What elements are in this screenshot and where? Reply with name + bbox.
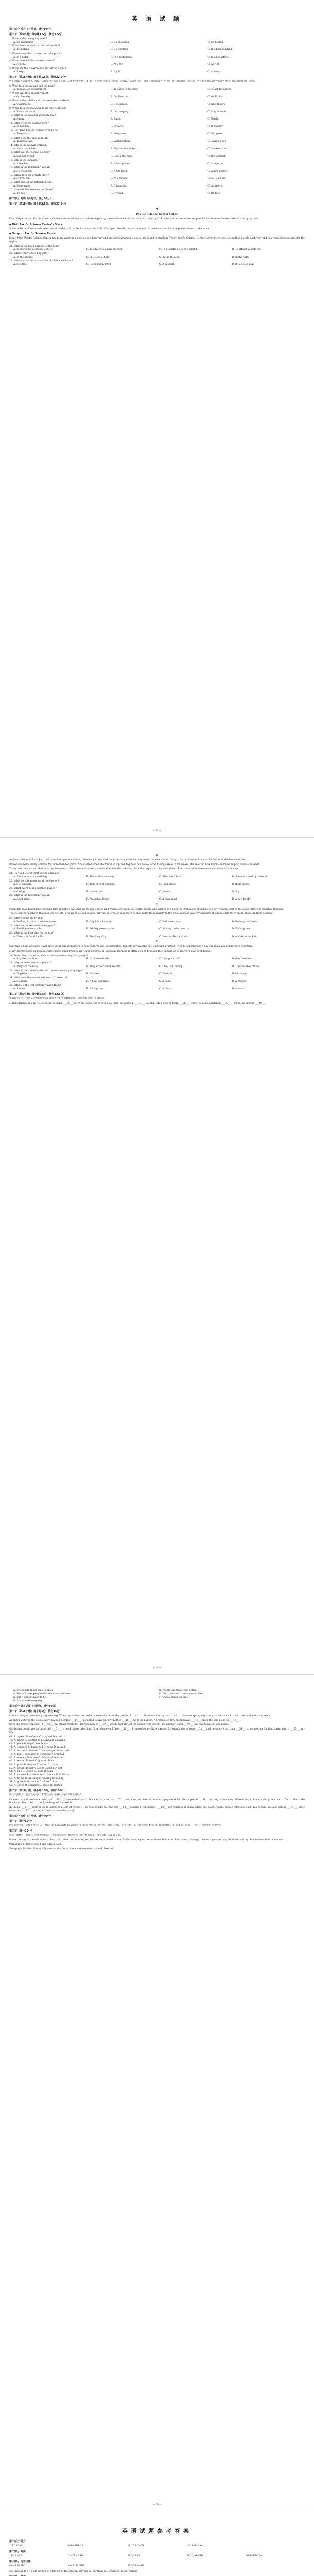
section-heading: 第一节（共15小题；每小题1分，满分15分） (9, 1709, 62, 1713)
question-stem: 51. A. rule B. lesson C. story D. plan (9, 1770, 53, 1773)
paragraph: Bowen has been saving animals for more than ten years. She started when she found an injured dog near her house. After taking care of it for weeks, she realized how much she loved helping animals in need. (9, 863, 260, 866)
option-choice: A. Call her friend. (13, 155, 35, 158)
section-heading: ◆ Visit Pacific Science Center's Store (9, 223, 63, 226)
page-number: — 1 — (152, 829, 162, 832)
paragraph: Paragraph 2: When Tom finally crossed the finish line, everyone stood up and cheered. (9, 1848, 114, 1851)
option-choice: A. A novel. (13, 988, 26, 991)
answer-key-item (186, 2565, 246, 2568)
answer-key-row (9, 2555, 305, 2558)
option-choice: C. It's disappointing. (207, 48, 233, 52)
question-stem: 14. Why is the woman worried? (9, 144, 47, 147)
option-choice: A. Sunny. (13, 118, 25, 121)
question-stem: 30. What is the best title for the text? (9, 931, 55, 935)
answer-options (9, 1689, 305, 1703)
answer-key-item: 46-50 BCABB (68, 2565, 85, 2568)
option-choice: B. Positive. (86, 973, 100, 976)
paragraph: The researchers believe that modern city life, with its noise and crowds, may be one reason why more people suffer from anxiety today. They suggest that city planners should include more green spaces in their designs. (9, 912, 273, 916)
answer-options (9, 973, 305, 976)
answer-options (9, 928, 305, 931)
page (0, 837, 314, 1674)
option-choice: A. Two years. (13, 132, 30, 135)
paragraph: 56. thousands 57. a 58. drink 59. while 60. is thought 61. serving 62. carefully 63. which 64. to 65. making (9, 2570, 138, 2573)
section-heading: 第一部分 听力（共两节，满分30分） (9, 28, 53, 31)
option-choice: A. A teacher. (13, 162, 29, 165)
question-stem: 46. A. fell B. appeared C. escaped D. dropped (9, 1753, 64, 1756)
section-heading: 第二部分 阅读（共两节，满分50分） (9, 197, 53, 200)
option-choice: A. In the library. (13, 256, 33, 259)
option-choice: A. At 6:30. (13, 63, 26, 66)
paragraph: Paragraph 1: Tom stopped and turned back. (9, 1843, 62, 1846)
option-choice: B. A magazine. (86, 988, 104, 991)
option-choice: C. Go fishing. (207, 41, 224, 44)
paragraph: Don't forget to visit Pacific Science Center's stores while you are here to pick up a remembrance of your visit or to buy a gift. Proceeds from our stores support Pacific Science Center's exhibits and programs. (9, 217, 259, 221)
passage-title: Pacific Science Center Guide (136, 212, 178, 216)
option-choice: A. Visit a museum. (13, 110, 36, 113)
option-choice: A. Negative. (13, 973, 28, 976)
page-number: — 2 — (152, 1666, 162, 1669)
option-choice: D. A Walk in the Rain (232, 935, 258, 938)
option-choice: D. They dislike culture. (232, 965, 260, 968)
option-choice: B. A raincoat. (110, 184, 127, 188)
section-heading: 第四部分 写作（共两节，满分40分） (9, 1815, 53, 1818)
option-choice: B. The Busy City (86, 935, 107, 938)
answer-options (9, 148, 305, 151)
answer-options (9, 133, 305, 137)
option-choice: C. Living abroad. (159, 958, 180, 961)
page (0, 1674, 314, 2512)
option-choice: B. People like those who listen. (159, 1689, 197, 1692)
option-choice: B. In Science Store. (86, 256, 110, 259)
option-choice: D. In the cafe. (232, 256, 249, 259)
question-stem: 7. When will they probably meet? (9, 92, 50, 95)
answer-options (9, 965, 305, 969)
question-stem: 29. What do the researchers suggest? (9, 924, 55, 927)
option-choice: D. A chance. (232, 980, 247, 983)
option-choice: B. An animal lover. (86, 898, 109, 901)
section-heading: 第二节（共5小题；每小题2.5分，满分12.5分） (9, 992, 66, 996)
option-choice: B. Check the map. (110, 155, 133, 158)
answer-key-item: 16-20 BACAA (186, 2545, 203, 2547)
option-choice: D. Walking less. (232, 928, 251, 931)
option-choice: B. A job. (110, 71, 121, 74)
option-choice: D. It is closed now. (232, 263, 255, 266)
question-stem: 53. A. trying B. sleeping C. waiting D. talking (9, 1777, 64, 1780)
answer-key-item: 6-10 ABBCA (68, 2545, 83, 2547)
option-choice: C. A party. (207, 71, 220, 74)
answer-options (9, 56, 305, 60)
question-stem: 33. What is the author's attitude towards learning languages? (9, 969, 84, 972)
option-choice: C. Ten years. (207, 132, 223, 135)
question-stem: 19. What should the listeners bring? (9, 181, 53, 184)
option-choice: B. In Paris. (110, 125, 124, 128)
option-choice: B. It's exciting. (110, 48, 129, 52)
option-choice: B. A city park. (110, 170, 128, 173)
option-choice: A. Caring. (13, 890, 26, 893)
option-choice: C. Moving to the country. (159, 928, 189, 931)
answer-options (9, 103, 305, 107)
answer-options (9, 256, 305, 260)
option-choice: C. Buy a ticket. (207, 155, 226, 158)
option-choice: B. Go camping. (110, 110, 129, 113)
option-choice: B. Go shopping. (110, 41, 130, 44)
option-choice: C. In a bookstore. (207, 56, 229, 59)
option-choice: D. To attract volunteers. (232, 248, 261, 251)
option-choice: C. Parks are noisy. (159, 920, 181, 923)
answer-options (9, 898, 305, 902)
option-choice: C. To describe a science exhibit. (159, 248, 198, 251)
option-choice: C. To ask for advice. (207, 88, 232, 91)
option-choice: C. She read a book. (159, 875, 183, 878)
option-choice: B. In a restaurant. (110, 56, 133, 59)
section-heading: 第三部分 语言运用（共两节，满分30分） (9, 1704, 58, 1708)
option-choice: C. At 7:30. (207, 63, 220, 66)
option-choice: A. They are too busy. (13, 965, 39, 968)
paragraph: Gardening taught me an important ___51___ : good things take time. Now, whenever I face ___52___ , I remember my little garden. It reminds me to keep ___53___ and never give up. I am ___54___ to my mother for that spring day. It ___55___ my life. (9, 1727, 305, 1734)
question-stem: 11. Where was the woman born? (9, 122, 49, 125)
option-choice: E. But it doesn't have to be. (13, 1696, 47, 1699)
paragraph: At first, I watered the seeds every day, but nothing ___44___ . I wanted to give up. My mother ___45___ me to be patient. A week later, tiny green leaves ___46___ from the soil. I was so ___47___ . (9, 1719, 241, 1722)
option-choice: B. Rainy. (110, 118, 121, 121)
answer-options (9, 980, 305, 984)
question-stem: 26. Which word best describes Bowen? (9, 887, 57, 890)
answer-key-item: 31-35 ABBBB (186, 2554, 203, 2557)
option-choice: B. A tour guide. (110, 162, 130, 165)
option-choice: B. She worked at a zoo. (86, 875, 115, 878)
option-choice: A. It is free. (13, 263, 28, 266)
paragraph: It was the day of the school race. Tom had trained for months, and he was determined to win. As the race began, he ran faster than ever. But halfway through, he saw a younger boy fall down and cry. Tom hesitated for a moment... (9, 1838, 286, 1841)
option-choice: C. On Friday. (207, 95, 223, 98)
option-choice: A. She found an injured dog. (13, 875, 48, 878)
option-choice: B. Colleagues. (110, 103, 128, 106)
answer-options (9, 185, 305, 189)
answer-key-item (246, 2565, 305, 2568)
page (0, 0, 314, 837)
answer-options (9, 41, 305, 45)
question-stem: 6. Why does the woman call the man? (9, 84, 55, 88)
question-stem: 22. Where can visitors buy gifts? (9, 252, 49, 256)
answer-key-item: 24-27 ABAB (68, 2554, 83, 2557)
section-heading: 第三部分 语言运用 (9, 2560, 31, 2564)
option-choice: A. Classmates. (13, 103, 31, 106)
question-stem: 50. A. bought B. harvested C. cooked D. lost (9, 1767, 62, 1770)
answer-options (9, 263, 305, 267)
question-stem: 16. Who is the speaker? (9, 159, 38, 162)
option-choice: B. It opened in 1962. (86, 263, 112, 266)
question-stem: 4. What time will the speakers meet? (9, 60, 54, 63)
paragraph: Today, she runs a small shelter in her hometown. Volunteers come every weekend to feed the animals, clean the cages and play with them. "Every animal deserves a second chance," she says. (9, 868, 239, 871)
question-stem: 34. What does the underlined word "it" refer to? (9, 976, 67, 979)
option-choice: A. Go swimming. (13, 41, 34, 44)
option-choice: D. Uncaring. (232, 973, 248, 976)
option-choice: B. Take care of animals. (86, 883, 115, 886)
question-stem: 41. A. agreed B. refused C. laughed D. cried (9, 1736, 62, 1739)
option-choice: B. Humorous. (86, 890, 103, 893)
answer-options (9, 96, 305, 99)
option-choice: D. She was asked by a friend. (232, 875, 268, 878)
option-choice: C. She feels sick. (207, 147, 228, 150)
paragraph: Chinese tea culture has a history of ___56___ (thousand) of years. Tea was first used as ___57___ medicine, and later it became a popular drink. Today, people ___58___ (drink) tea in many different ways. Some prefer green tea, ___59___ others like black tea. Tea ___60___ (think) to be good for health. (9, 1798, 305, 1805)
answer-options (9, 155, 305, 159)
question-stem: 13. What does the man suggest? (9, 137, 48, 140)
paragraph: Many learners give up because they expect quick results. However, progress in language learning is often slow at first and then speeds up as learners gain confidence. (9, 950, 211, 953)
option-choice: C. Neighbours. (207, 103, 226, 106)
option-choice: B. She lost her ticket. (110, 147, 137, 150)
answer-key-item: 11-15 ACACB (127, 2545, 144, 2547)
option-choice: A. On Monday. (13, 95, 31, 98)
question-stem: 10. What is the weather probably like? (9, 114, 56, 117)
option-choice: C. Stay at home. (207, 110, 228, 113)
answer-key-item: 41-45 BAABC (9, 2565, 26, 2568)
answer-key-item: 36-40 EDCBA (246, 2554, 263, 2557)
question-stem: 27. What is the text mainly about? (9, 894, 50, 897)
page-number: — 3 — (152, 2503, 162, 2506)
answer-key-item (246, 2545, 305, 2548)
paragraph: Over the next few months, I ___48___ my plants carefully. I learned how to ___49___ weeds and protect the plants from insects. By summer, I had ___50___ my own tomatoes and beans. (9, 1723, 230, 1726)
option-choice: C. Honest. (159, 890, 172, 893)
option-choice: C. In Sydney. (207, 125, 223, 128)
page (0, 2512, 314, 2576)
option-choice: B. City life is healthy. (86, 920, 112, 923)
question-stem: 18. When does the activity start? (9, 174, 49, 177)
option-choice: G. Study hard every day. (13, 1700, 43, 1703)
option-choice: D. Shy. (232, 890, 240, 893)
option-choice: A. A pet store. (13, 898, 31, 901)
passage-title: C (156, 903, 158, 906)
answer-options (9, 88, 305, 92)
option-choice: C. Taking a bus. (207, 140, 227, 143)
option-choice: B. At 9:00 am. (110, 177, 128, 180)
option-choice: B. Five years. (110, 132, 127, 135)
option-choice: D. A menu. (232, 988, 246, 991)
answer-options (9, 48, 305, 52)
option-choice: C. Windy. (207, 118, 219, 121)
option-choice: C. How the Brain Works (159, 935, 188, 938)
paragraph: Science Store offers a wide selection of products, from books to toys, for kids of all ages. Stop by on your way out of the center and find the perfect item to take home. (9, 227, 210, 230)
paragraph: 根据短文内容，从短文后的选项中选出能填入空白处的最佳选项。选项中有两项为多余选项。 (9, 997, 107, 1000)
option-choice: A. Walking in nature reduces stress. (13, 920, 57, 923)
option-choice: A. By bus. (13, 192, 26, 195)
option-choice: C. Doubtful. (159, 973, 174, 976)
option-choice: B. To cancel a meeting. (110, 88, 139, 91)
option-choice: C. A new library. (207, 170, 228, 173)
question-stem: 52. A. success B. difficulties C. friends D. holidays (9, 1774, 69, 1777)
answer-key-item: 28-30 ABA (127, 2554, 141, 2557)
paragraph: As Jenny Bowen talks to Joy, the kitten, her eyes are shining. She has just rescued the little animal from a busy road, and now she is trying to find it a home. It is not the first time she has done this. (9, 859, 246, 861)
answer-options (9, 891, 305, 894)
section-heading: 第二节（共10小题；每小题1.5分，满分15分） (9, 1789, 65, 1792)
question-stem: 44. A. changed B. happened C. grew D. moved (9, 1746, 65, 1749)
option-choice: C. Train dogs. (159, 883, 176, 886)
answer-options (9, 125, 305, 129)
answer-options (9, 63, 305, 67)
answer-key-item: 51-55 BBAAB (127, 2565, 144, 2568)
option-choice: B. A new language. (86, 980, 110, 983)
option-choice: A. A trip. (13, 71, 24, 74)
paragraph: 阅读下面短文，在空白处填入1个适当的单词或括号内单词的正确形式。 (9, 1793, 84, 1797)
document-title: 英 语 试 题 (132, 15, 182, 22)
answer-options (9, 876, 305, 879)
question-stem: 15. What will the woman do next? (9, 151, 50, 155)
answer-options (9, 248, 305, 252)
section-heading: ◆ Support Pacific Science Center (9, 232, 57, 236)
option-choice: C. A reporter. (207, 162, 224, 165)
question-stem: 2. What does the woman think of the film? (9, 45, 60, 48)
option-choice: A. A school trip. (13, 170, 33, 173)
answer-options (9, 177, 305, 181)
option-choice: B. Adding green spaces. (86, 928, 115, 931)
section-heading: 第一节（满分15分） (9, 1820, 33, 1823)
answer-key-item: 1-5 CBBAC (9, 2545, 23, 2547)
passage-title: D (155, 940, 159, 944)
question-stem: 8. What is the relationship between the speakers? (9, 99, 69, 103)
answer-options (9, 170, 305, 174)
option-choice: A. She may be late. (13, 147, 37, 150)
question-stem: 55. A. ended B. changed C. saved D. started (9, 1784, 62, 1787)
answer-options (9, 192, 305, 196)
answer-key-item: 21-23 ABB (9, 2554, 22, 2557)
option-choice: B. To advertise a new product. (86, 248, 123, 251)
passage-title: A (156, 207, 158, 211)
question-stem: 17. What is the talk mainly about? (9, 166, 50, 170)
question-stem: 23. What can we learn about Pacific Science Center? (9, 260, 73, 263)
option-choice: D. A new hobby. (232, 898, 251, 901)
option-choice: C. It is small. (159, 263, 175, 266)
option-choice: B. Walking there. (110, 140, 131, 143)
answer-key-row (9, 2565, 305, 2568)
option-choice: A. Regular practice. (13, 958, 38, 961)
paragraph: I never thought I would enjoy gardening. When my mother first asked me to help her in the garden, I ___41___ . It seemed boring and ___42___ . But one spring day, she gave me a small ___43___ of land and some seeds. (9, 1714, 271, 1717)
section-heading: 第一部分 听力 (9, 2540, 26, 2543)
option-choice: D. Brains grow faster. (232, 920, 258, 923)
option-choice: A. In a hotel. (13, 56, 29, 59)
paragraph: 阅读下面材料，根据其内容和所给段落开头语续写两段，使之构成一篇完整的短文。续写词数应为150左右。 (9, 1834, 123, 1837)
option-choice: A. In London. (13, 125, 30, 128)
question-stem: 42. A. tiring B. exciting C. relaxing D. amazing (9, 1739, 65, 1742)
section-heading: 第一节（共5小题；每小题1.5分，满分7.5分） (9, 33, 64, 36)
option-choice: D. Good teachers. (232, 958, 254, 961)
question-stem: 43. A. piece B. bag C. box D. map (9, 1742, 49, 1745)
question-stem: 12. How long has the woman lived here? (9, 129, 58, 132)
option-choice: A. Nature Is Good for Us (13, 935, 43, 938)
answer-options (9, 921, 305, 924)
option-choice: D. Don't pretend to be someone else. (159, 1692, 204, 1696)
option-choice: F. Always arrive on time. (159, 1696, 189, 1699)
option-choice: C. On foot. (207, 192, 221, 195)
answer-options (9, 163, 305, 166)
option-choice: A. To introduce a science center. (13, 248, 53, 251)
option-choice: A. It's boring. (13, 48, 30, 52)
question-stem: 9. What does the man plan to do this weekend? (9, 107, 66, 110)
option-choice: D. Build cages. (232, 883, 250, 886)
question-stem: 31. According to experts, what is the key to learning a language? (9, 954, 88, 957)
question-stem: 21. What is the main purpose of the text? (9, 245, 59, 248)
section-heading: 第二部分 阅读 (9, 2550, 26, 2553)
question-stem: 47. A. nervous B. bored C. delighted D. tired (9, 1756, 63, 1759)
answer-key-row (9, 2545, 305, 2548)
answer-options (9, 936, 305, 939)
option-choice: A. A culture. (13, 980, 29, 983)
option-choice: A. To make an appointment. (13, 88, 47, 91)
option-choice: A. Building more roads. (13, 928, 42, 931)
question-stem: 45. A. forced B. allowed C. encouraged D. warned (9, 1750, 69, 1753)
option-choice: B. They expect quick results. (86, 965, 121, 968)
option-choice: C. At 10:00 am. (207, 177, 226, 180)
option-choice: B. At 7:00. (110, 63, 124, 66)
option-choice: B. On Tuesday. (110, 95, 129, 98)
option-choice: B. By train. (110, 192, 125, 195)
section-heading: 第二节（共15小题；每小题1.5分，满分22.5分） (9, 76, 68, 79)
option-choice: C. You will meet people with the same interests. (13, 1692, 72, 1696)
section-heading: 第一节（共15小题；每小题2.5分，满分37.5分） (9, 202, 68, 206)
question-stem: 49. A. plant B. remove C. water D. count (9, 1763, 58, 1766)
paragraph: Since 1962, Pacific Science Center has been inspiring a passion for discovery and lifelong learning in science, math and technology. Today, Pacific Science Center serves more than one million people each year and is a respected resource for the region. (9, 237, 305, 243)
paragraph: 听下面5段对话或独白。每段对话或独白后有几个小题，从题中所给的A、B、C三个选项中选出最佳选项。听每段对话或独白前，你将有时间阅读各个小题，每小题5秒钟；听完后，各小题将给出5秒钟的作答时间。每段对话或独白读两遍。 (9, 80, 258, 83)
option-choice: C. A busy road. (159, 898, 178, 901)
option-choice: B. Expensive books. (86, 958, 111, 961)
answer-options (9, 988, 305, 991)
option-choice: A. Some water. (13, 184, 32, 188)
option-choice: C. In the theater. (159, 256, 180, 259)
question-stem: 1. What is the man going to do? (9, 38, 48, 40)
option-choice: A. Friendship takes time to grow. (13, 1689, 54, 1692)
answer-options (9, 118, 305, 122)
document-title: 英语试题参考答案 (122, 2528, 192, 2534)
option-choice: C. A diary. (159, 988, 171, 991)
option-choice: C. A door. (159, 980, 171, 983)
passage-title: B (155, 854, 159, 857)
question-stem: 54. A. grateful B. similar C. close D. kind (9, 1781, 59, 1784)
paragraph: In China, ___61___ (serve) tea to guests is a sign of respect. The host usually fills the cup ___62___ (careful). Tea houses, ___63___ are common in many cities, are places where people relax and chat. Tea culture has also spread ___64___ other countries, ___65___ (make) it known around the world. (9, 1806, 305, 1812)
question-stem: 5. What are the speakers mainly talking about? (9, 67, 66, 70)
answer-options (9, 111, 305, 114)
answer-options (9, 958, 305, 961)
option-choice: A. Sell animals. (13, 883, 32, 886)
answer-options (9, 71, 305, 74)
option-choice: A. Taking a taxi. (13, 140, 33, 143)
section-heading: 第二节（满分25分） (9, 1829, 33, 1833)
option-choice: C. They lack money. (159, 965, 183, 968)
paragraph: 假定你是李华，你校英文报正在开展以"My Favourite Season"为主题的征文活动。请你写一篇短文投稿，内容包括：1. 你最喜欢的季节；2. 喜欢的原因；3. 该季节的活动。注意：写作词数应为80左右。 (9, 1824, 224, 1827)
answer-options (9, 140, 305, 144)
option-choice: C. A camera. (207, 184, 223, 188)
question-stem: 25. What do volunteers do at the shelter? (9, 879, 59, 883)
paragraph: Making friends in a new school can be hard. ___36___ Here are some tips to help you. First, be yourself. ___37___ Second, join a club or team. ___38___ Third, be a good listener. ___39___ Finally, be patient. ___40___ (9, 1002, 266, 1005)
question-stem: 3. Where does the conversation take place? (9, 52, 62, 55)
paragraph: Learning a new language is not easy, but it can open doors to new cultures and opportunities. Experts say that the key is regular practice. Even fifteen minutes a day can make a big difference over time. (9, 945, 253, 948)
question-stem: 24. How did Bowen start saving animals? (9, 872, 59, 875)
question-stem: 35. Where is the text probably taken from? (9, 984, 61, 987)
question-stem: 28. What did the study find? (9, 917, 43, 920)
option-choice: A. At 8:00 am. (13, 177, 31, 180)
answer-options (9, 883, 305, 887)
question-stem: 48. A. tended B. sold C. ignored D. cut (9, 1760, 56, 1763)
paragraph: Scientists have found that spending time in nature can improve people's mood and reduce stress. In one study, people who walked in a park for 90 minutes showed less activity in the part of the brain related to negative thinking. (9, 908, 284, 911)
question-stem: 20. How will the listeners get there? (9, 189, 54, 192)
question-stem: 32. Why do many learners give up? (9, 962, 52, 965)
